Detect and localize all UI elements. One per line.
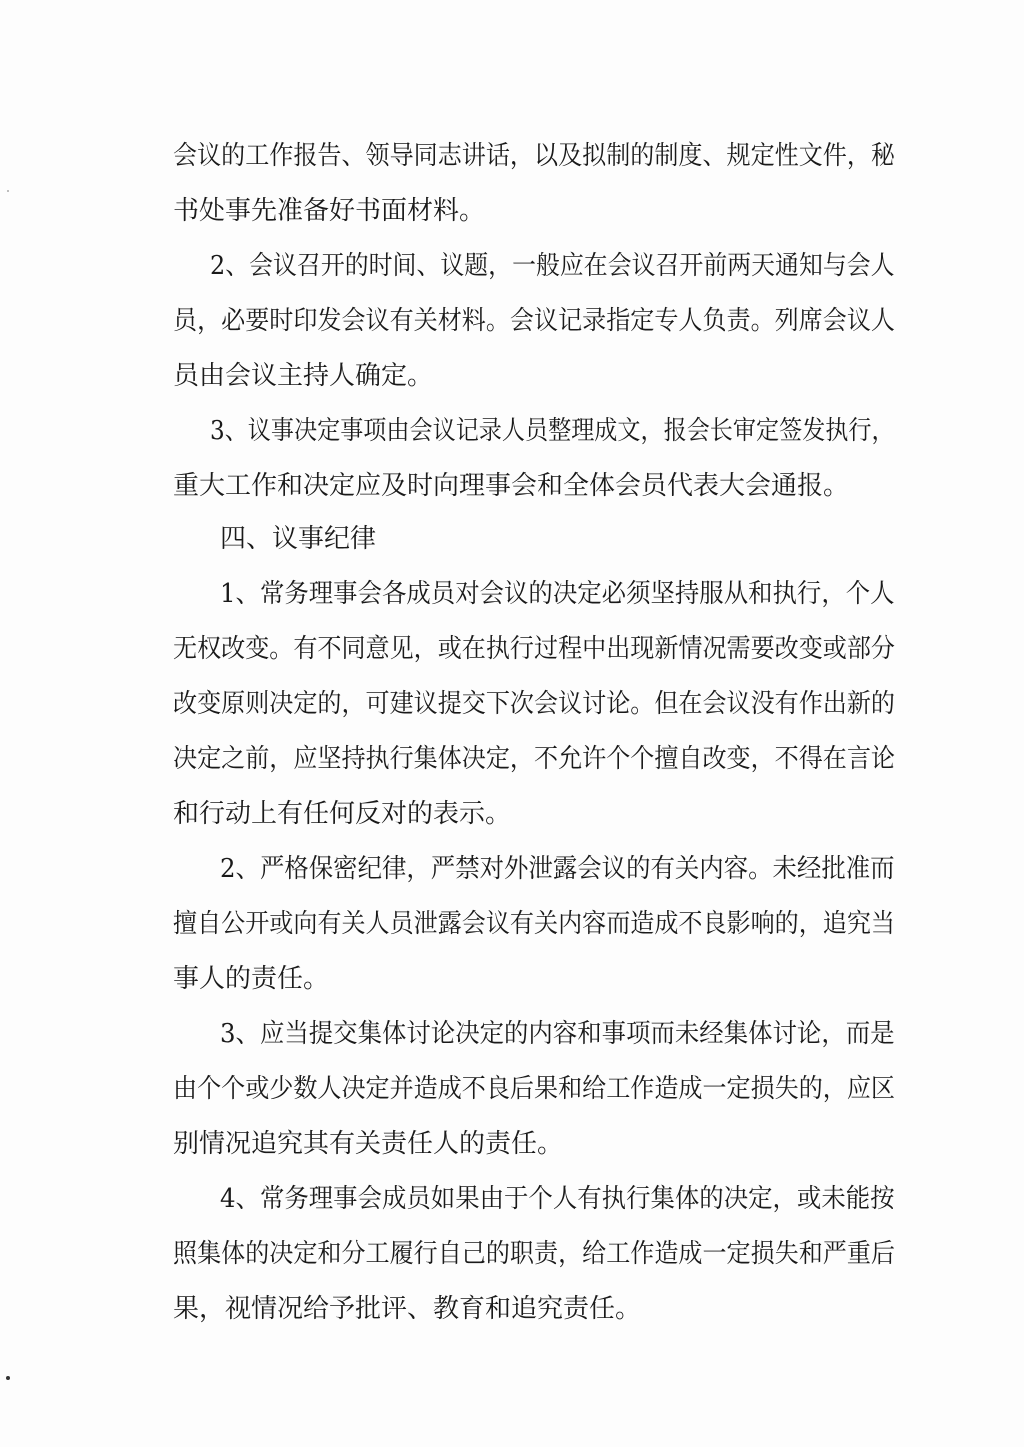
text-line: 3、议事决定事项由会议记录人员整理成文，报会长审定签发执行， [210,416,895,446]
text-line: 改变原则决定的，可建议提交下次会议讨论。但在会议没有作出新的 [173,689,896,719]
text-line: 和行动上有任何反对的表示。 [173,799,512,829]
text-line: 照集体的决定和分工履行自己的职责，给工作造成一定损失和严重后 [173,1239,896,1269]
scan-speck [6,1376,10,1380]
section-heading: 四、议事纪律 [220,524,377,554]
text-line: 擅自公开或向有关人员泄露会议有关内容而造成不良影响的，追究当 [173,909,896,939]
text-line: 决定之前，应坚持执行集体决定，不允许个个擅自改变，不得在言论 [173,744,896,774]
text-line: 重大工作和决定应及时向理事会和全体会员代表大会通报。 [173,471,850,501]
text-line: 书处事先准备好书面材料。 [173,196,486,226]
text-line: 事人的责任。 [173,964,330,994]
text-line: 3、应当提交集体讨论决定的内容和事项而未经集体讨论，而是 [220,1019,895,1049]
text-line: 由个个或少数人决定并造成不良后果和给工作造成一定损失的，应区 [173,1074,896,1104]
text-line: 2、严格保密纪律，严禁对外泄露会议的有关内容。未经批准而 [220,854,895,884]
text-line: 别情况追究其有关责任人的责任。 [173,1129,564,1159]
scan-speck [7,190,9,192]
text-line: 员，必要时印发会议有关材料。会议记录指定专人负责。列席会议人 [173,306,896,336]
text-line: 无权改变。有不同意见，或在执行过程中出现新情况需要改变或部分 [173,634,896,664]
text-line: 1、常务理事会各成员对会议的决定必须坚持服从和执行，个人 [220,579,895,609]
text-line: 2、会议召开的时间、议题，一般应在会议召开前两天通知与会人 [210,251,895,281]
text-line: 果，视情况给予批评、教育和追究责任。 [173,1294,642,1324]
text-line: 员由会议主持人确定。 [173,361,434,391]
text-line: 会议的工作报告、领导同志讲话，以及拟制的制度、规定性文件，秘 [173,141,896,171]
text-line: 4、常务理事会成员如果由于个人有执行集体的决定，或未能按 [220,1184,895,1214]
